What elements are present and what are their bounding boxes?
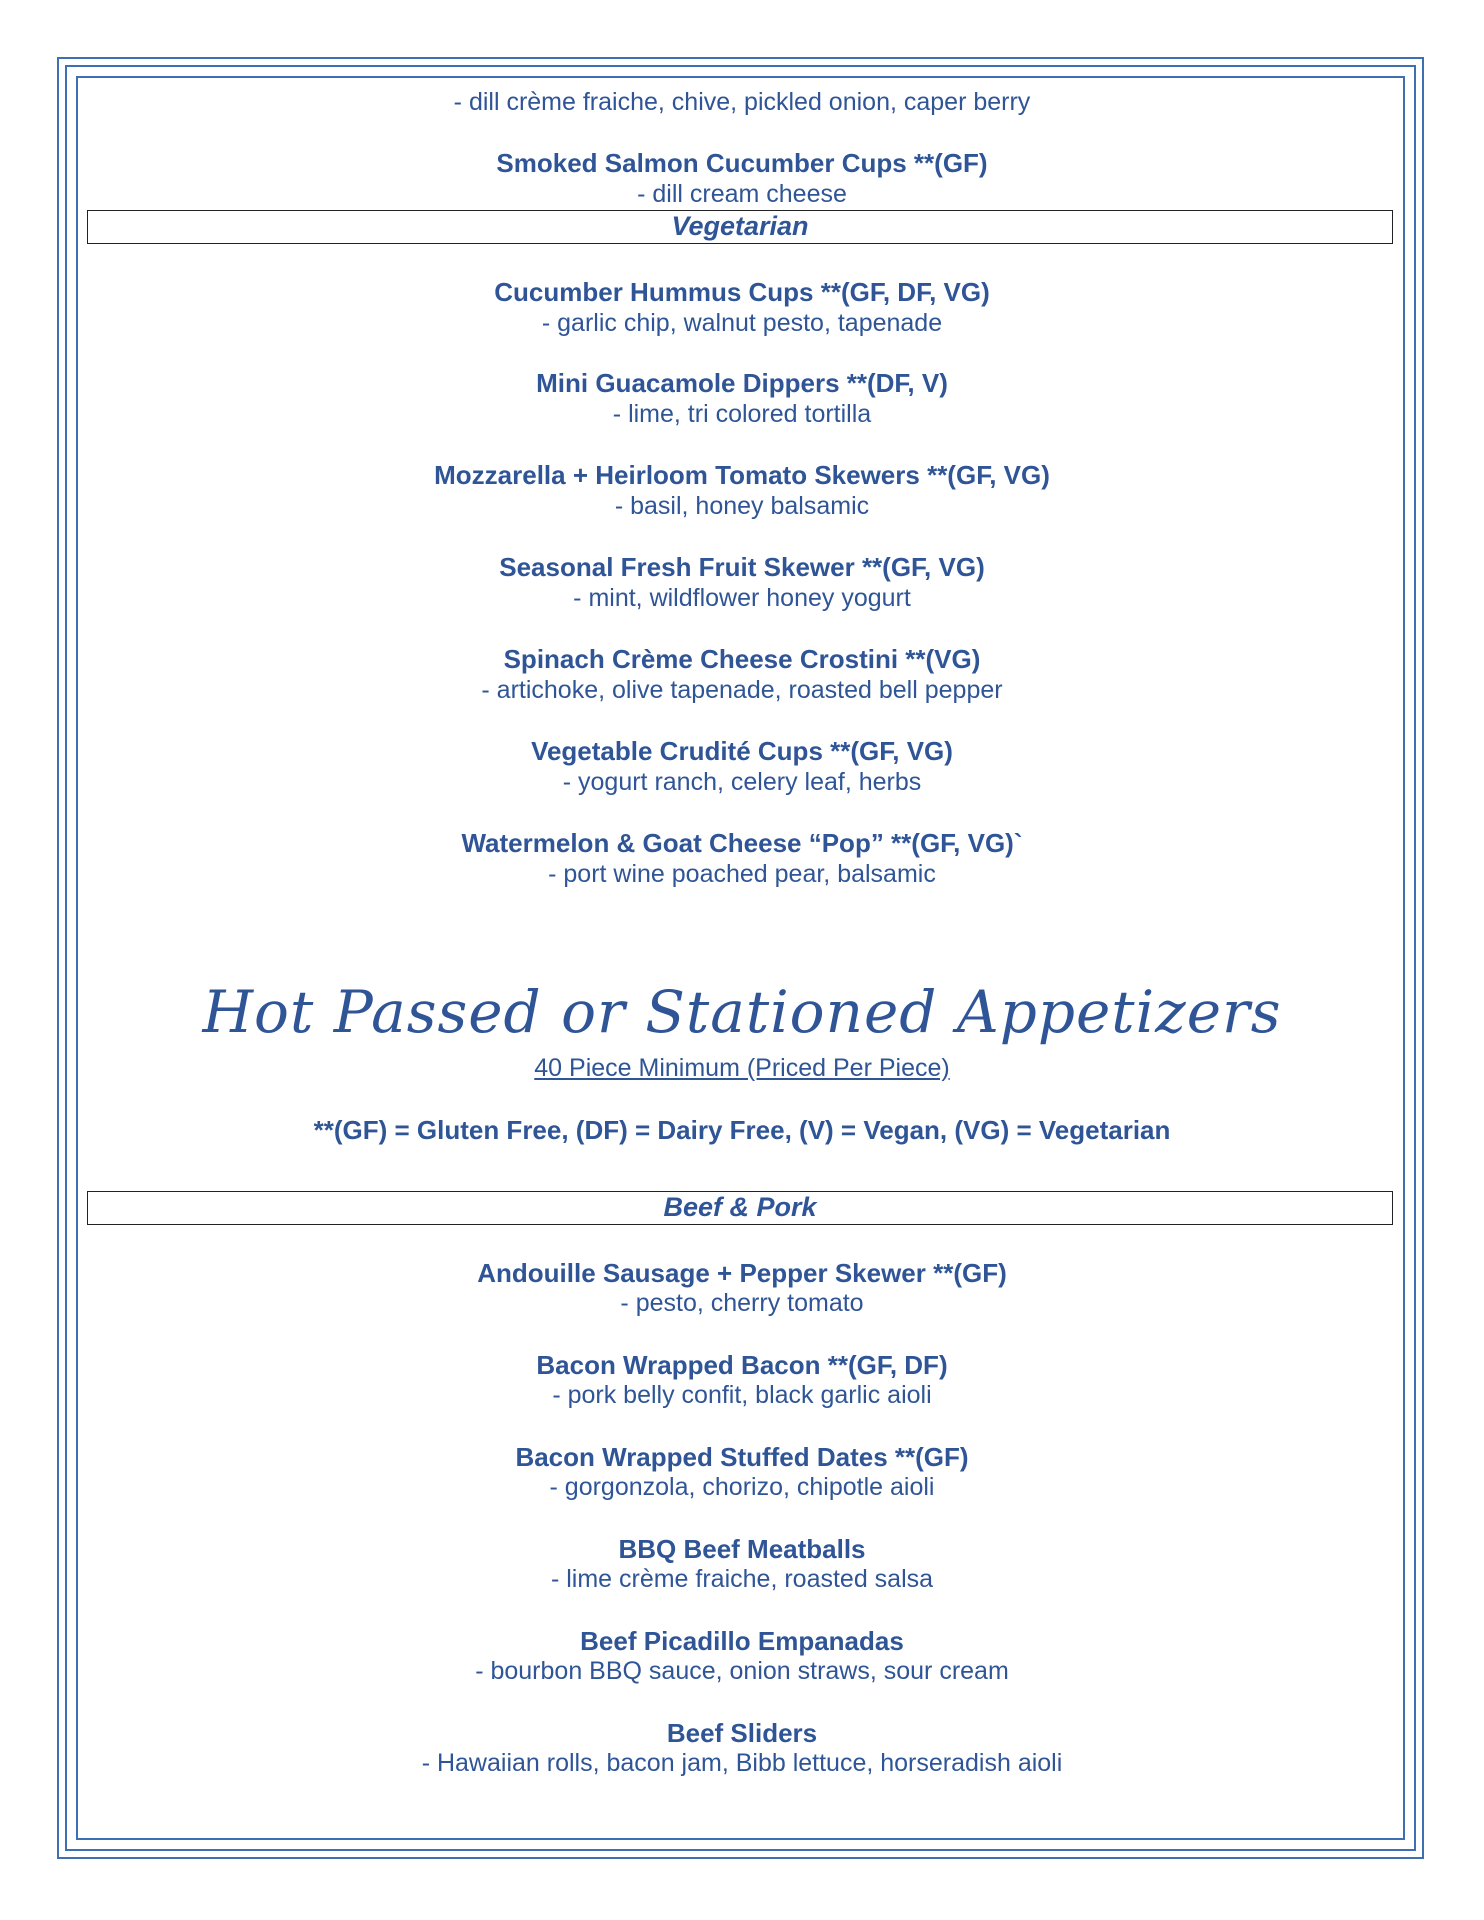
menu-item-description: - port wine poached pear, balsamic [548,860,936,888]
menu-item-name: Spinach Crème Cheese Crostini **(VG) [503,644,981,674]
menu-item-description: - pesto, cherry tomato [620,1289,864,1317]
carryover-description: - dill crème fraiche, chive, pickled onion, caper berry [453,88,1031,116]
menu-item-name: Watermelon & Goat Cheese “Pop” **(GF, VG)` [461,828,1023,858]
menu-item-name: BBQ Beef Meatballs [618,1534,866,1564]
menu-item-name: Andouille Sausage + Pepper Skewer **(GF) [477,1258,1007,1288]
section-subtitle: 40 Piece Minimum (Priced Per Piece) [534,1054,950,1082]
dietary-legend: **(GF) = Gluten Free, (DF) = Dairy Free, (V) = Vegan, (VG) = Vegetarian [313,1115,1171,1145]
menu-item-name: Beef Picadillo Empanadas [580,1626,904,1656]
section-title: Hot Passed or Stationed Appetizers [202,978,1282,1046]
menu-item-description: - pork belly confit, black garlic aioli [552,1381,932,1409]
menu-item-description: - bourbon BBQ sauce, onion straws, sour cream [475,1657,1009,1685]
menu-item-description: - Hawaiian rolls, bacon jam, Bibb lettuce, horseradish aioli [421,1749,1063,1777]
menu-item-description: - lime, tri colored tortilla [612,400,872,428]
category-heading-vegetarian: Vegetarian [87,210,1393,244]
menu-item-name: Mini Guacamole Dippers **(DF, V) [536,368,948,398]
menu-item-name: Smoked Salmon Cucumber Cups **(GF) [496,148,988,178]
menu-item-name: Mozzarella + Heirloom Tomato Skewers **(GF, VG) [434,460,1050,490]
category-heading-beef-pork: Beef & Pork [87,1191,1393,1225]
menu-item-name: Seasonal Fresh Fruit Skewer **(GF, VG) [499,552,985,582]
menu-item-description: - garlic chip, walnut pesto, tapenade [541,309,943,337]
menu-item-description: - mint, wildflower honey yogurt [573,584,911,612]
menu-item-description: - lime crème fraiche, roasted salsa [550,1565,934,1593]
menu-item-name: Bacon Wrapped Stuffed Dates **(GF) [515,1442,969,1472]
menu-item-name: Cucumber Hummus Cups **(GF, DF, VG) [494,277,990,307]
menu-item-name: Bacon Wrapped Bacon **(GF, DF) [536,1350,948,1380]
menu-item-description: - gorgonzola, chorizo, chipotle aioli [549,1473,935,1501]
menu-item-description: - artichoke, olive tapenade, roasted bell pepper [481,676,1003,704]
menu-item-name: Vegetable Crudité Cups **(GF, VG) [531,736,953,766]
menu-item-description: - dill cream cheese [637,180,847,208]
menu-item-description: - basil, honey balsamic [614,492,870,520]
menu-item-description: - yogurt ranch, celery leaf, herbs [562,768,922,796]
menu-item-name: Beef Sliders [666,1718,818,1748]
